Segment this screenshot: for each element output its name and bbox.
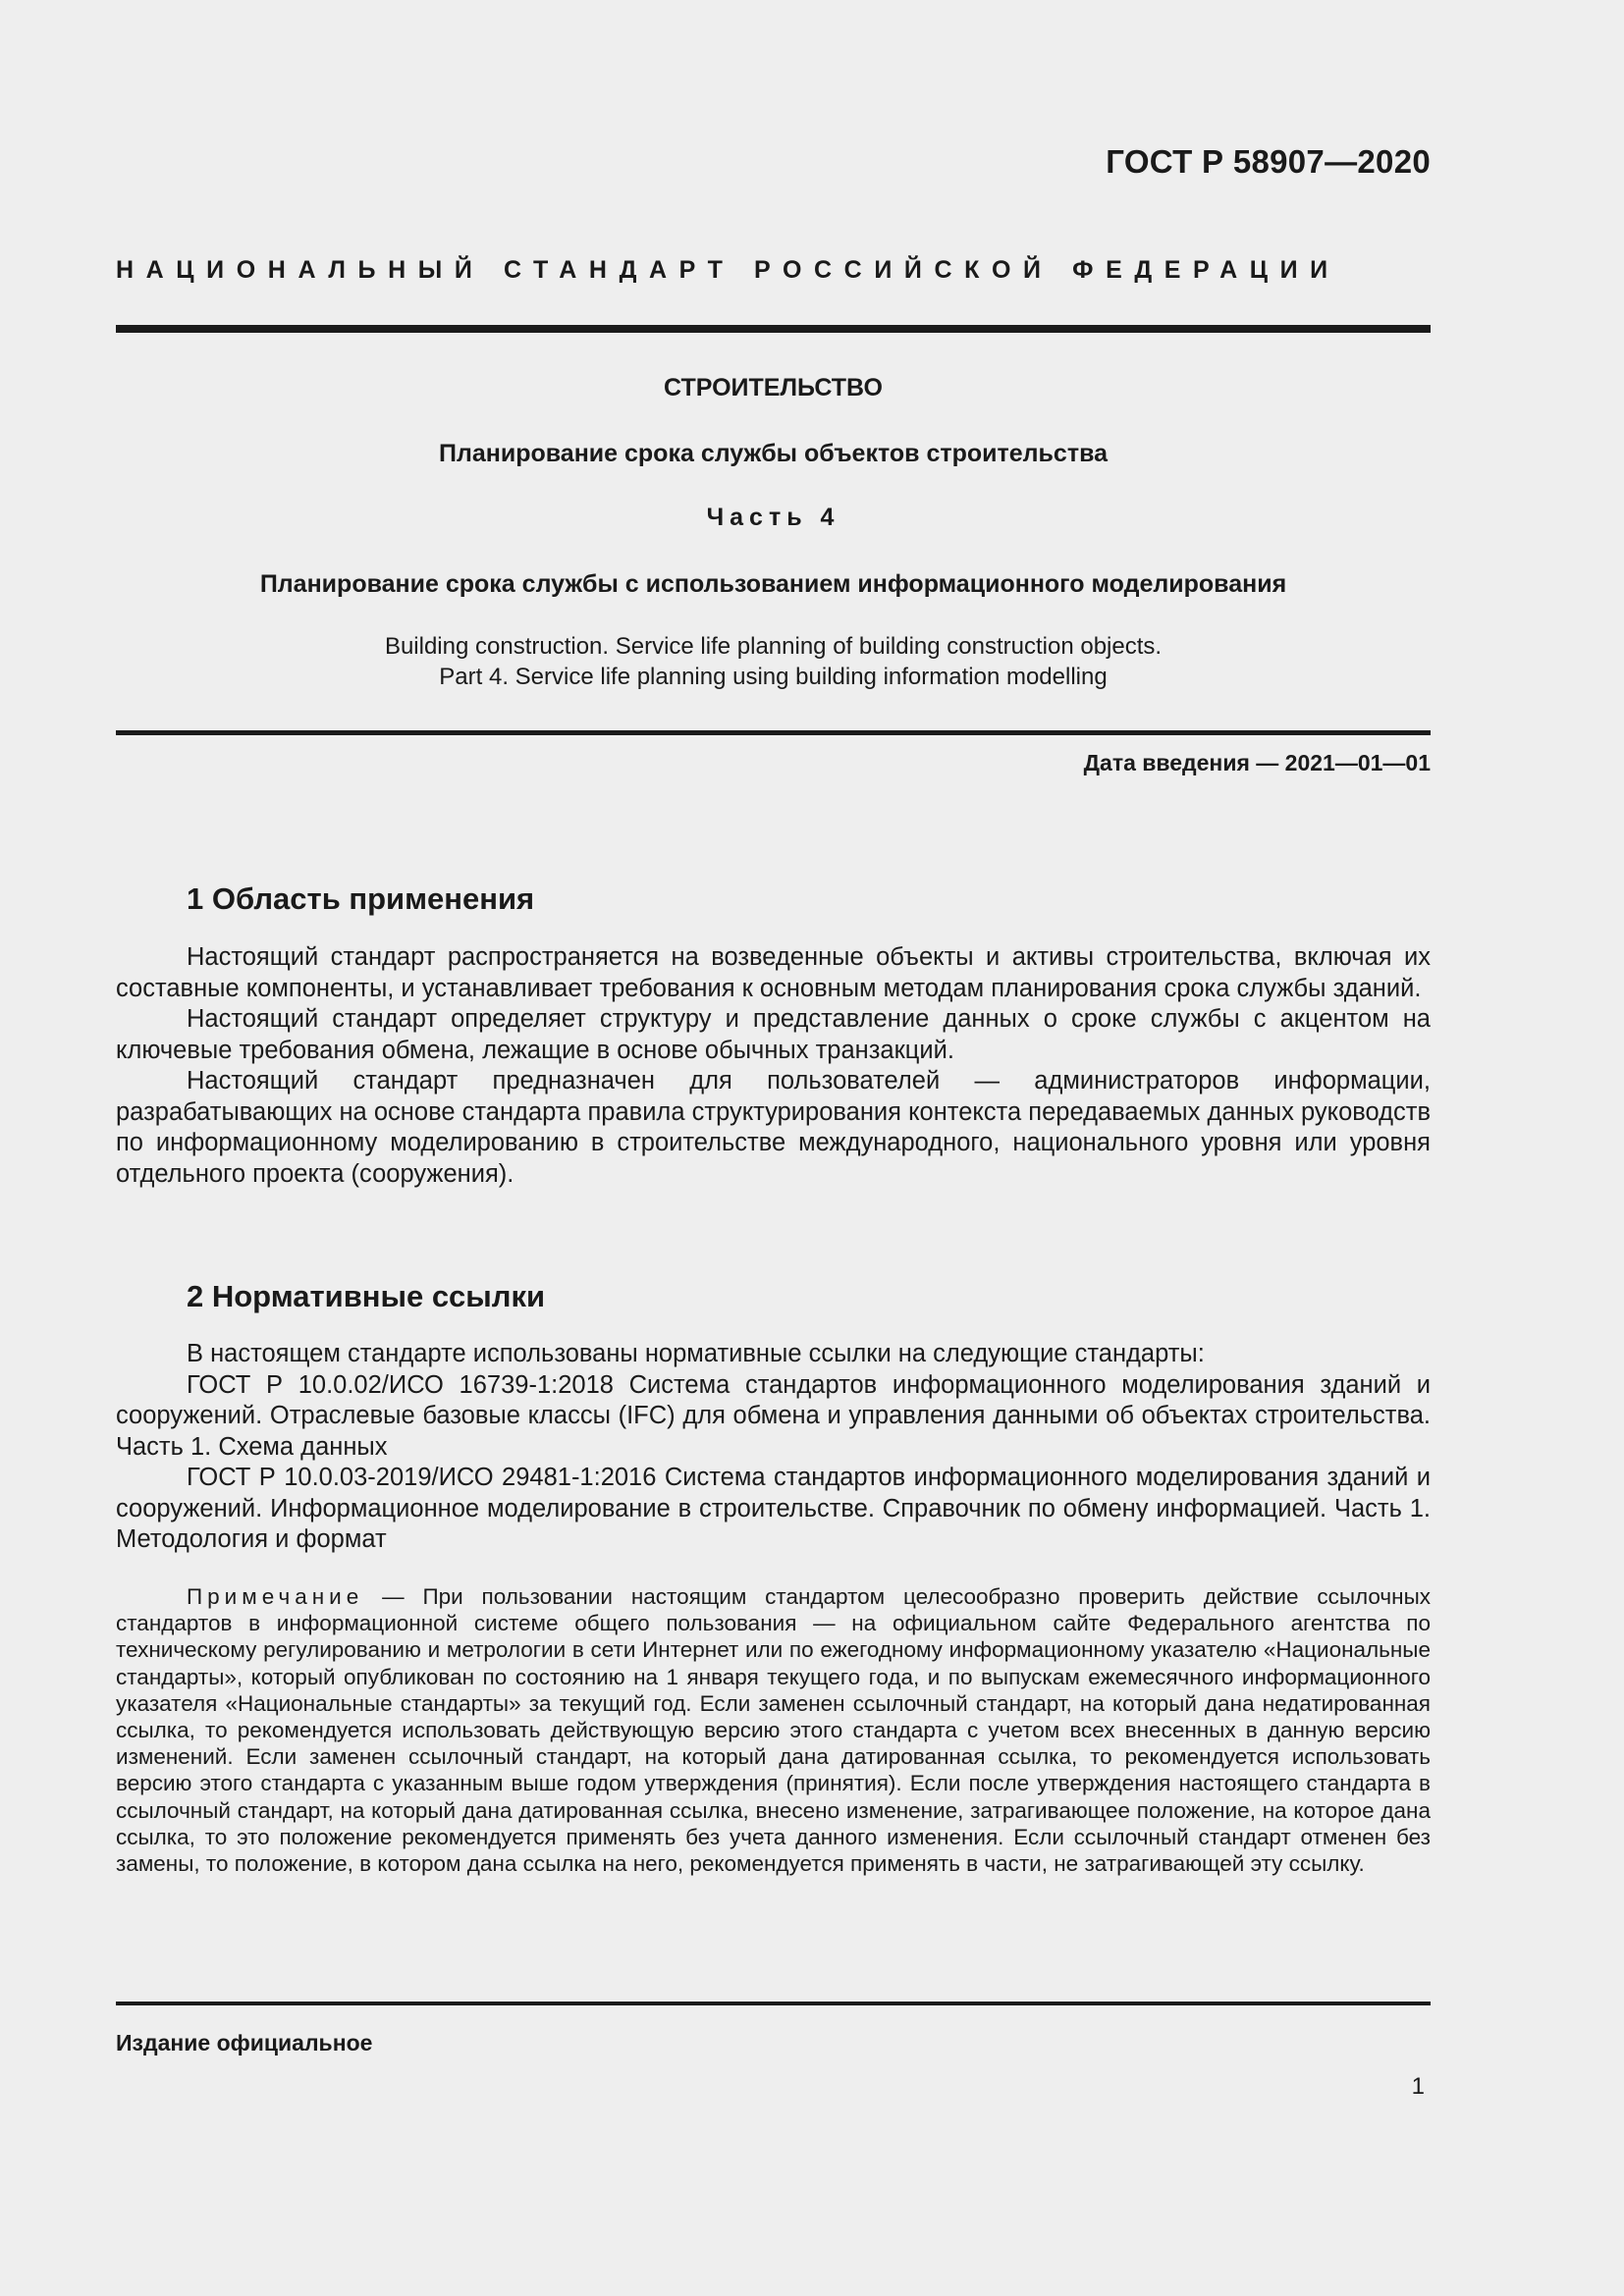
paragraph: Настоящий стандарт предназначен для пользователей — администраторов информации, разрабатывающих на основе стандарта правила структурирования контекста передаваемых данных руководств по информационному моделированию в строительстве международного, национального уровня или уровня отдельного проекта (сооружения). bbox=[116, 1067, 1431, 1188]
national-standard-heading: НАЦИОНАЛЬНЫЙ СТАНДАРТ РОССИЙСКОЙ ФЕДЕРАЦИИ bbox=[116, 256, 1340, 284]
footer-divider bbox=[116, 2002, 1431, 2005]
introduction-date: Дата введения — 2021—01—01 bbox=[1083, 750, 1431, 775]
note-block bbox=[116, 1583, 1431, 1877]
category-title: СТРОИТЕЛЬСТВО bbox=[664, 374, 883, 401]
paragraph: Настоящий стандарт распространяется на возведенные объекты и активы строительства, включая их составные компоненты, и устанавливает требования к основным методам планирования срока службы зданий. bbox=[116, 943, 1431, 1002]
paragraph: В настоящем стандарте использованы нормативные ссылки на следующие стандарты: bbox=[187, 1340, 1205, 1367]
page-number: 1 bbox=[1411, 2073, 1425, 2100]
part-label: Часть 4 bbox=[706, 504, 840, 531]
header-divider bbox=[116, 325, 1431, 333]
reference-item: ГОСТ Р 10.0.02/ИСО 16739-1:2018 Система стандартов информационного моделирования зданий и сооружений. Отраслевые базовые классы (IFC) для обмена и управления данными об объектах строительства. Часть 1. Схема данных bbox=[116, 1370, 1431, 1461]
section-heading-scope: 1 Область применения bbox=[187, 881, 535, 916]
title-divider bbox=[116, 730, 1431, 735]
section-heading-references: 2 Нормативные ссылки bbox=[187, 1279, 546, 1313]
section-body-references bbox=[116, 1339, 1431, 1556]
paragraph: Настоящий стандарт определяет структуру и представление данных о сроке службы с акцентом на ключевые требования обмена, лежащие в основе обычных транзакций. bbox=[116, 1005, 1431, 1064]
english-title-line-1: Building construction. Service life planning of building construction objects. bbox=[384, 633, 1163, 660]
note-label: Примечание bbox=[187, 1584, 364, 1609]
document-subtitle: Планирование срока службы объектов строительства bbox=[438, 440, 1109, 467]
document-number: ГОСТ Р 58907—2020 bbox=[1106, 143, 1431, 180]
document-title: Планирование срока службы с использованием информационного моделирования bbox=[259, 570, 1287, 598]
reference-item: ГОСТ Р 10.0.03-2019/ИСО 29481-1:2016 Система стандартов информационного моделирования зданий и сооружений. Информационное моделирование в строительстве. Справочник по обмену информацией. Часть 1. Методология и формат bbox=[116, 1464, 1431, 1553]
english-title bbox=[116, 631, 1431, 692]
note-text: — При пользовании настоящим стандартом целесообразно проверить действие ссылочных стандартов в информационной системе общего пользования — на официальном сайте Федерального агентства по техническому регулированию и метрологии в сети Интернет или по ежегодному информационному указателю «Национальные стандарты», который опубликован по состоянию на 1 января текущего года, и по выпускам ежемесячного информационного указателя «Национальные стандарты» за текущий год. Если заменен ссылочный стандарт, на который дана недатированная ссылка, то рекомендуется использовать действующую версию этого стандарта с учетом всех внесенных в данную версию изменений. Если заменен ссылочный стандарт, на который дана датированная ссылка, то рекомендуется использовать версию этого стандарта с указанным выше годом утверждения (принятия). Если после утверждения настоящего стандарта в ссылочный стандарт, на который дана датированная ссылка, внесено изменение, затрагивающее положение, на которое дана ссылка, то это положение рекомендуется применять без учета данного изменения. Если ссылочный стандарт отменен без замены, то положение, в котором дана ссылка на него, рекомендуется применять в части, не затрагивающей эту ссылку. bbox=[116, 1584, 1431, 1877]
english-title-line-2: Part 4. Service life planning using building information modelling bbox=[439, 664, 1108, 690]
section-body-scope bbox=[116, 942, 1431, 1190]
edition-label: Издание официальное bbox=[116, 2030, 373, 2056]
